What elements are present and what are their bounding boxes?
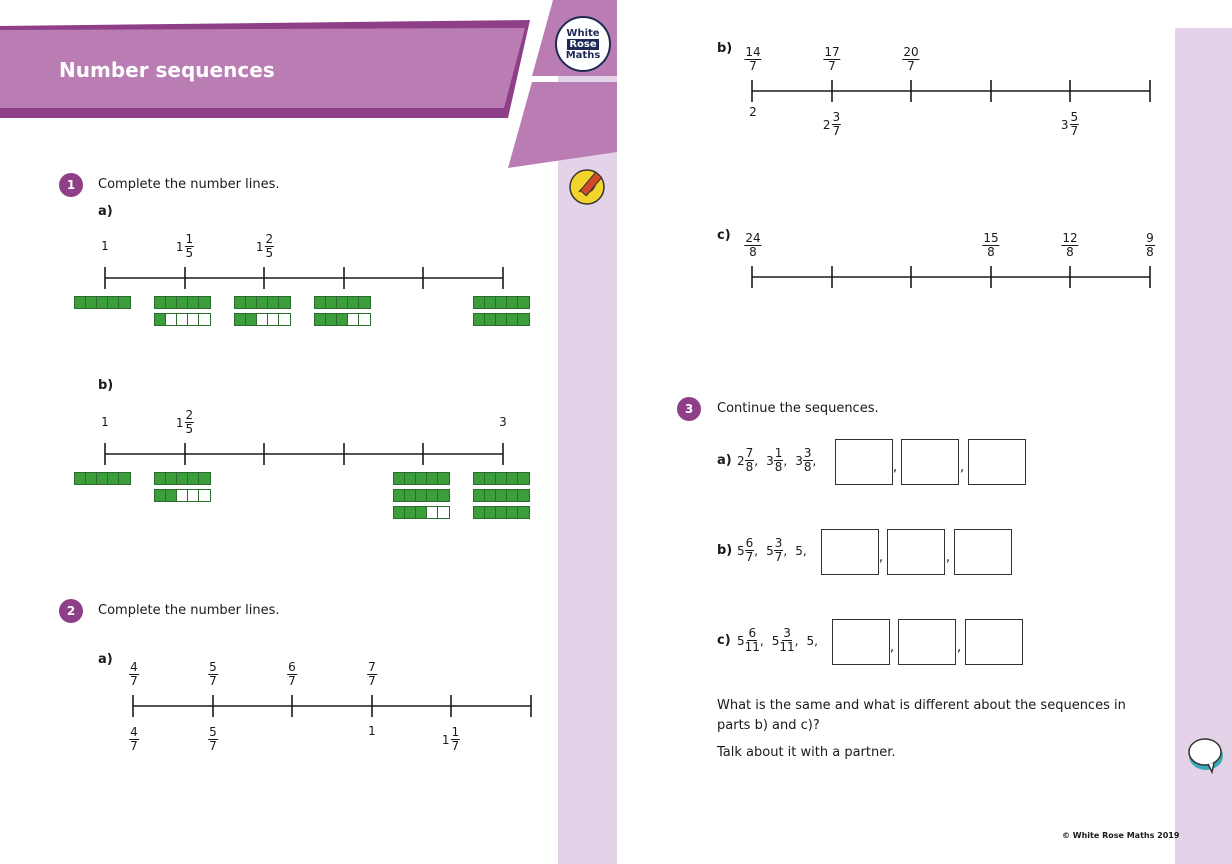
logo-word-rose: Rose [569,38,597,50]
q2b-bottom-2: 2 [749,105,757,119]
q1a-bar-3-row2 [234,313,291,326]
q2c-top-15-8: $\frac{15}{8}$ [983,231,999,259]
q3c-answer-box-2[interactable] [898,619,956,665]
q1b-label-3: 3 [499,415,507,429]
q1a-bar-4-row1 [314,296,371,309]
q2a-bottom-1-1-7: 1 $\frac{1}{7}$ [441,725,460,753]
q1a-bar-2-row1 [154,296,211,309]
q1a-label: a) [98,204,113,219]
q1a-bar-2-row2 [154,313,211,326]
q1a-bar-4-row2 [314,313,371,326]
q2c-top-9-8: $\frac{9}{8}$ [1146,231,1154,259]
header-banner [0,0,620,170]
logo-word-white: White [566,27,600,39]
q2b-number-line [747,78,1157,104]
q1b-bar-6-row2 [473,489,530,502]
q2a-bottom-5-7: $\frac{5}{7}$ [209,725,217,753]
q1b-bar-2-row1 [154,472,211,485]
q2b-bottom-3-5-7: 3 $\frac{5}{7}$ [1060,110,1079,138]
q1b-bar-1-row1 [74,472,131,485]
q3a-comma-1: , [893,460,898,475]
page-title: Number sequences [59,58,275,82]
q2a-bottom-1: 1 [368,724,376,738]
q2a-top-7-7: $\frac{7}{7}$ [368,660,376,688]
q1b-bar-5-row1 [393,472,450,485]
q1a-label-1-1-5: 1 $\frac{1}{5}$ [175,232,194,260]
q3c-comma-2: , [957,640,962,655]
q3-question-line-1: What is the same and what is different about the sequences in [717,698,1126,713]
q3b-comma-1: , [879,550,884,565]
q3b-comma-2: , [946,550,951,565]
q3a-comma-2: , [960,460,965,475]
question-number-3: 3 [677,397,701,421]
q1b-label-1: 1 [101,415,109,429]
q3b-term-3: 5 , [795,543,807,558]
q2-instruction: Complete the number lines. [98,603,280,618]
q2c-number-line [747,264,1157,290]
q2a-label: a) [98,652,113,667]
q2b-bottom-2-3-7: 2 $\frac{3}{7}$ [822,110,841,138]
q2c-label: c) [717,228,731,243]
q2a-bottom-4-7: $\frac{4}{7}$ [130,725,138,753]
speech-bubble-icon [1186,736,1226,774]
q1a-bar-6-row2 [473,313,530,326]
q2a-top-5-7: $\frac{5}{7}$ [209,660,217,688]
q3c-term-1: 5 $\frac{6}{11}$ , [737,626,764,654]
q3b-answer-box-3[interactable] [954,529,1012,575]
q2a-number-line [128,693,538,719]
q3-talk-prompt: Talk about it with a partner. [717,745,896,760]
logo-word-maths: Maths [565,49,601,61]
q3c-term-2: 5 $\frac{3}{11}$ , [771,626,799,654]
q3b-label: b) [717,543,733,558]
q1b-number-line [100,441,510,467]
q3b-term-1: 5 $\frac{6}{7}$ , [737,536,759,564]
q1b-label: b) [98,378,114,393]
q3c-terms [737,627,826,654]
q3c-term-3: 5 , [806,633,818,648]
q3b-answer-box-2[interactable] [887,529,945,575]
q3a-term-3: 3 $\frac{3}{8}$ , [795,446,817,474]
q3a-term-2: 3 $\frac{1}{8}$ , [766,446,788,474]
q3c-answer-box-1[interactable] [832,619,890,665]
q2b-top-14-7: $\frac{14}{7}$ [745,45,761,73]
q3b-term-2: 5 $\frac{3}{7}$ , [766,536,788,564]
q2b-top-20-7: $\frac{20}{7}$ [903,45,919,73]
q3b-answer-box-1[interactable] [821,529,879,575]
q3a-terms [737,447,824,474]
copyright: © White Rose Maths 2019 [1062,831,1180,840]
pencil-icon [569,168,609,206]
q3a-label: a) [717,453,732,468]
q1a-bar-3-row1 [234,296,291,309]
q3a-answer-box-2[interactable] [901,439,959,485]
question-number-1: 1 [59,173,83,197]
q1b-bar-6-row3 [473,506,530,519]
q3a-term-1: 2 $\frac{7}{8}$ , [737,446,759,474]
q1a-number-line [100,265,510,291]
q1b-bar-5-row2 [393,489,450,502]
q3-question-line-2: parts b) and c)? [717,718,820,733]
q2b-top-17-7: $\frac{17}{7}$ [824,45,840,73]
q3-instruction: Continue the sequences. [717,401,879,416]
q1b-label-1-2-5: 1 $\frac{2}{5}$ [175,408,194,436]
q3c-label: c) [717,633,731,648]
q1a-label-1: 1 [101,239,109,253]
q3c-comma-1: , [890,640,895,655]
q2c-top-12-8: $\frac{12}{8}$ [1062,231,1078,259]
q1b-bar-2-row2 [154,489,211,502]
q3a-answer-box-3[interactable] [968,439,1026,485]
q1b-bar-6-row1 [473,472,530,485]
q2b-label: b) [717,41,733,56]
q1a-label-1-2-5: 1 $\frac{2}{5}$ [255,232,274,260]
q1a-bar-1-row1 [74,296,131,309]
q3c-answer-box-3[interactable] [965,619,1023,665]
white-rose-logo [555,16,611,72]
question-number-2: 2 [59,599,83,623]
q2a-top-6-7: $\frac{6}{7}$ [288,660,296,688]
q2a-top-4-7: $\frac{4}{7}$ [130,660,138,688]
q2c-top-24-8: $\frac{24}{8}$ [745,231,761,259]
q1-instruction: Complete the number lines. [98,177,280,192]
q3b-terms [737,537,815,564]
q1a-bar-6-row1 [473,296,530,309]
q3a-answer-box-1[interactable] [835,439,893,485]
q1b-bar-5-row3 [393,506,450,519]
